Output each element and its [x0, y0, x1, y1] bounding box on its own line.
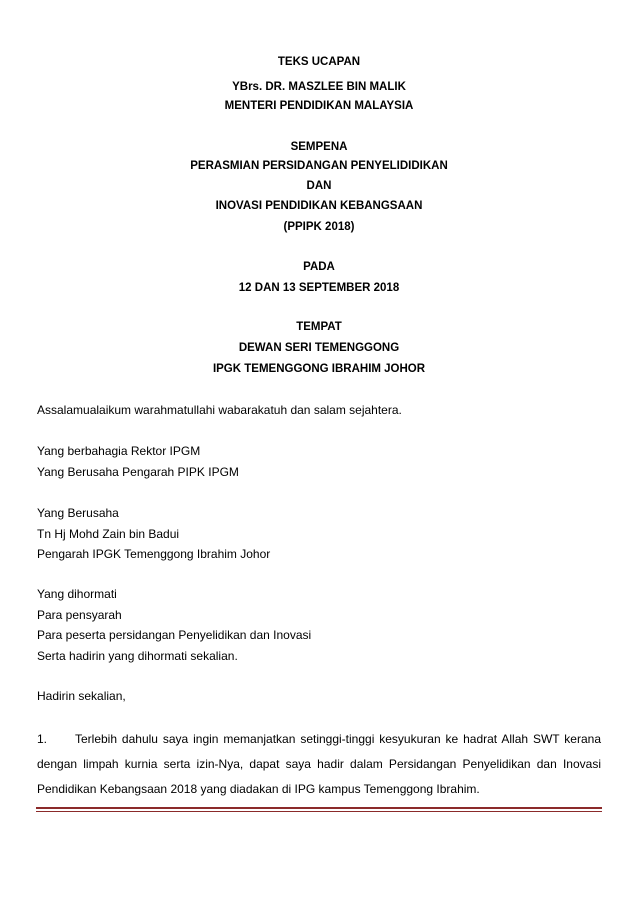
venue-institution: IPGK TEMENGGONG IBRAHIM JOHOR [212, 363, 426, 375]
address-name: Tn Hj Mohd Zain bin Badui [37, 527, 180, 541]
event-name-line1: PERASMIAN PERSIDANGAN PENYELIDIDIKAN [190, 160, 448, 172]
address-hadirin: Serta hadirin yang dihormati sekalian. [37, 649, 238, 663]
venue-label: TEMPAT [296, 321, 342, 333]
paragraph-1 [37, 727, 601, 802]
speaker-position: MENTERI PENDIDIKAN MALAYSIA [224, 100, 414, 112]
footer-rule-thin [36, 811, 602, 812]
occasion-label: SEMPENA [290, 141, 348, 153]
address-peserta: Para peserta persidangan Penyelidikan dan Inovasi [37, 628, 312, 642]
paragraph-text: Terlebih dahulu saya ingin memanjatkan setinggi-tinggi kesyukuran ke hadrat Allah SWT kerana dengan limpah kurnia serta izin-Nya, dapat saya hadir dalam Persidangan Penyelidikan dan Inovasi Pendidikan Kebangsaan 2018 yang diadakan di IPG kampus Temenggong Ibrahim. [37, 732, 601, 796]
address-pengarah-pipk: Yang Berusaha Pengarah PIPK IPGM [37, 465, 239, 479]
address-pensyarah: Para pensyarah [37, 608, 122, 622]
address-pengarah-ipgk: Pengarah IPGK Temenggong Ibrahim Johor [37, 547, 271, 561]
paragraph-number: 1. [37, 732, 48, 746]
address-yang-dihormati: Yang dihormati [37, 587, 117, 601]
venue-name: DEWAN SERI TEMENGGONG [238, 342, 400, 354]
event-name-line2: DAN [306, 180, 332, 192]
event-abbreviation: (PPIPK 2018) [283, 221, 355, 233]
speaker-name: YBrs. DR. MASZLEE BIN MALIK [232, 81, 406, 93]
address-rektor: Yang berbahagia Rektor IPGM [37, 444, 201, 458]
footer-rule [36, 807, 602, 809]
address-yang-berusaha: Yang Berusaha [37, 506, 119, 520]
event-date: 12 DAN 13 SEPTEMBER 2018 [238, 282, 400, 294]
greeting: Assalamualaikum warahmatullahi wabarakatuh dan salam sejahtera. [37, 403, 402, 417]
date-label: PADA [303, 261, 335, 273]
speech-title: TEKS UCAPAN [277, 56, 361, 68]
event-name-line3: INOVASI PENDIDIKAN KEBANGSAAN [215, 200, 423, 212]
salutation: Hadirin sekalian, [37, 689, 126, 703]
